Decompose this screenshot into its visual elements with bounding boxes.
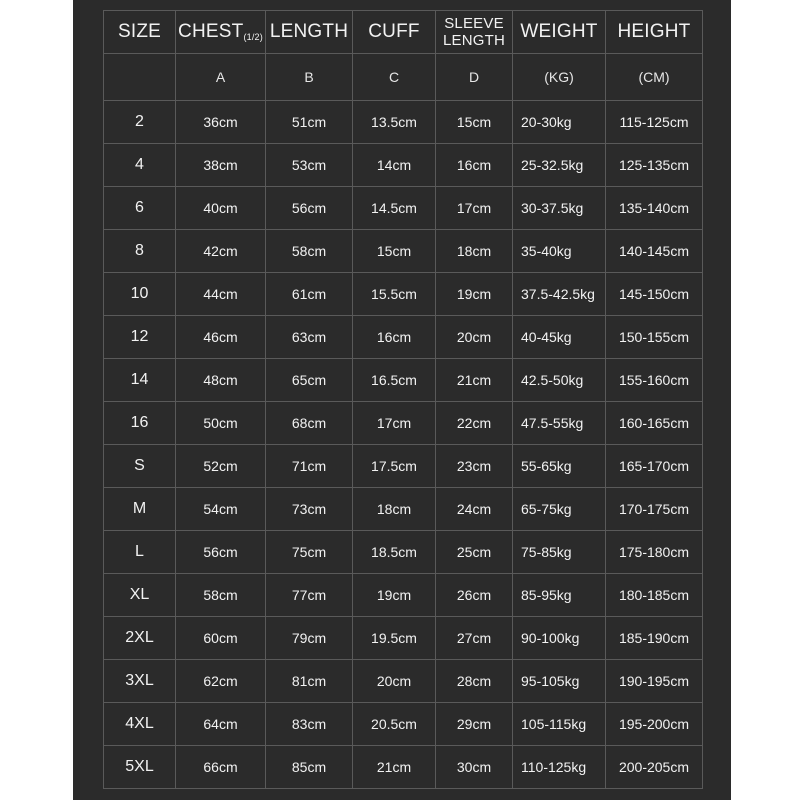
cell-sleeve: 30cm	[436, 746, 513, 789]
cell-weight: 95-105kg	[513, 660, 606, 703]
subheader-size	[104, 54, 176, 101]
cell-sleeve: 28cm	[436, 660, 513, 703]
table-row	[104, 445, 703, 488]
cell-height: 155-160cm	[606, 359, 703, 402]
cell-size: 4	[104, 144, 176, 187]
cell-cuff: 15.5cm	[353, 273, 436, 316]
cell-chest: 60cm	[176, 617, 266, 660]
table-row	[104, 703, 703, 746]
table-row	[104, 531, 703, 574]
cell-cuff: 13.5cm	[353, 101, 436, 144]
cell-length: 79cm	[266, 617, 353, 660]
cell-height: 140-145cm	[606, 230, 703, 273]
cell-chest: 36cm	[176, 101, 266, 144]
cell-size: S	[104, 445, 176, 488]
cell-size: 6	[104, 187, 176, 230]
cell-cuff: 15cm	[353, 230, 436, 273]
cell-height: 135-140cm	[606, 187, 703, 230]
cell-cuff: 21cm	[353, 746, 436, 789]
cell-weight: 37.5-42.5kg	[513, 273, 606, 316]
cell-length: 75cm	[266, 531, 353, 574]
cell-weight: 42.5-50kg	[513, 359, 606, 402]
cell-height: 145-150cm	[606, 273, 703, 316]
cell-cuff: 16.5cm	[353, 359, 436, 402]
cell-sleeve: 22cm	[436, 402, 513, 445]
cell-sleeve: 23cm	[436, 445, 513, 488]
cell-length: 53cm	[266, 144, 353, 187]
cell-sleeve: 20cm	[436, 316, 513, 359]
cell-chest: 64cm	[176, 703, 266, 746]
cell-weight: 40-45kg	[513, 316, 606, 359]
cell-chest: 50cm	[176, 402, 266, 445]
cell-cuff: 20cm	[353, 660, 436, 703]
header-sleeve-length: SLEEVE LENGTH	[436, 11, 513, 54]
cell-size: 8	[104, 230, 176, 273]
cell-height: 185-190cm	[606, 617, 703, 660]
cell-size: L	[104, 531, 176, 574]
cell-length: 68cm	[266, 402, 353, 445]
cell-length: 73cm	[266, 488, 353, 531]
cell-height: 170-175cm	[606, 488, 703, 531]
table-row	[104, 617, 703, 660]
cell-cuff: 17.5cm	[353, 445, 436, 488]
header-cuff: CUFF	[353, 11, 436, 54]
cell-length: 81cm	[266, 660, 353, 703]
cell-weight: 65-75kg	[513, 488, 606, 531]
table-row	[104, 574, 703, 617]
header-row	[104, 11, 703, 54]
cell-sleeve: 24cm	[436, 488, 513, 531]
cell-length: 56cm	[266, 187, 353, 230]
cell-chest: 62cm	[176, 660, 266, 703]
cell-chest: 58cm	[176, 574, 266, 617]
cell-chest: 44cm	[176, 273, 266, 316]
cell-cuff: 16cm	[353, 316, 436, 359]
cell-chest: 40cm	[176, 187, 266, 230]
subheader-row	[104, 54, 703, 101]
cell-sleeve: 19cm	[436, 273, 513, 316]
cell-weight: 55-65kg	[513, 445, 606, 488]
cell-weight: 20-30kg	[513, 101, 606, 144]
cell-chest: 46cm	[176, 316, 266, 359]
table-row	[104, 488, 703, 531]
cell-size: 14	[104, 359, 176, 402]
cell-cuff: 19.5cm	[353, 617, 436, 660]
cell-chest: 38cm	[176, 144, 266, 187]
cell-chest: 48cm	[176, 359, 266, 402]
table-row	[104, 273, 703, 316]
cell-length: 71cm	[266, 445, 353, 488]
table-row	[104, 402, 703, 445]
cell-length: 83cm	[266, 703, 353, 746]
table-row	[104, 316, 703, 359]
cell-weight: 30-37.5kg	[513, 187, 606, 230]
cell-chest: 42cm	[176, 230, 266, 273]
cell-size: 2	[104, 101, 176, 144]
cell-length: 58cm	[266, 230, 353, 273]
table-row	[104, 144, 703, 187]
table-row	[104, 230, 703, 273]
cell-cuff: 14.5cm	[353, 187, 436, 230]
cell-weight: 35-40kg	[513, 230, 606, 273]
subheader-cuff: C	[353, 54, 436, 101]
table-row	[104, 660, 703, 703]
cell-sleeve: 25cm	[436, 531, 513, 574]
cell-size: 12	[104, 316, 176, 359]
cell-chest: 66cm	[176, 746, 266, 789]
subheader-height: (CM)	[606, 54, 703, 101]
cell-weight: 110-125kg	[513, 746, 606, 789]
header-chest-sub: (1/2)	[243, 32, 263, 42]
cell-sleeve: 27cm	[436, 617, 513, 660]
header-size: SIZE	[104, 11, 176, 54]
cell-sleeve: 15cm	[436, 101, 513, 144]
cell-sleeve: 29cm	[436, 703, 513, 746]
cell-length: 51cm	[266, 101, 353, 144]
table-row	[104, 187, 703, 230]
cell-length: 77cm	[266, 574, 353, 617]
cell-height: 125-135cm	[606, 144, 703, 187]
cell-size: XL	[104, 574, 176, 617]
cell-sleeve: 26cm	[436, 574, 513, 617]
cell-weight: 25-32.5kg	[513, 144, 606, 187]
header-weight: WEIGHT	[513, 11, 606, 54]
cell-chest: 56cm	[176, 531, 266, 574]
cell-weight: 75-85kg	[513, 531, 606, 574]
cell-cuff: 19cm	[353, 574, 436, 617]
cell-length: 61cm	[266, 273, 353, 316]
table-row	[104, 746, 703, 789]
cell-height: 190-195cm	[606, 660, 703, 703]
cell-cuff: 17cm	[353, 402, 436, 445]
table-row	[104, 359, 703, 402]
subheader-length: B	[266, 54, 353, 101]
cell-height: 115-125cm	[606, 101, 703, 144]
cell-height: 165-170cm	[606, 445, 703, 488]
table-row	[104, 101, 703, 144]
cell-sleeve: 16cm	[436, 144, 513, 187]
cell-sleeve: 21cm	[436, 359, 513, 402]
cell-height: 150-155cm	[606, 316, 703, 359]
cell-length: 65cm	[266, 359, 353, 402]
cell-size: 5XL	[104, 746, 176, 789]
cell-weight: 90-100kg	[513, 617, 606, 660]
cell-sleeve: 17cm	[436, 187, 513, 230]
header-chest: $CHEST_{(1/2)}$	[176, 11, 266, 54]
subheader-chest: A	[176, 54, 266, 101]
cell-size: 16	[104, 402, 176, 445]
cell-height: 195-200cm	[606, 703, 703, 746]
cell-length: 85cm	[266, 746, 353, 789]
cell-size: 4XL	[104, 703, 176, 746]
cell-size: 10	[104, 273, 176, 316]
cell-chest: 54cm	[176, 488, 266, 531]
cell-weight: 105-115kg	[513, 703, 606, 746]
cell-height: 175-180cm	[606, 531, 703, 574]
cell-length: 63cm	[266, 316, 353, 359]
cell-cuff: 14cm	[353, 144, 436, 187]
cell-cuff: 18cm	[353, 488, 436, 531]
cell-size: 3XL	[104, 660, 176, 703]
cell-size: 2XL	[104, 617, 176, 660]
cell-weight: 85-95kg	[513, 574, 606, 617]
cell-cuff: 20.5cm	[353, 703, 436, 746]
cell-sleeve: 18cm	[436, 230, 513, 273]
size-chart-table	[103, 10, 703, 789]
cell-height: 180-185cm	[606, 574, 703, 617]
cell-chest: 52cm	[176, 445, 266, 488]
cell-cuff: 18.5cm	[353, 531, 436, 574]
cell-weight: 47.5-55kg	[513, 402, 606, 445]
header-length: LENGTH	[266, 11, 353, 54]
cell-height: 200-205cm	[606, 746, 703, 789]
cell-height: 160-165cm	[606, 402, 703, 445]
cell-size: M	[104, 488, 176, 531]
subheader-sleeve: D	[436, 54, 513, 101]
header-height: HEIGHT	[606, 11, 703, 54]
subheader-weight: (KG)	[513, 54, 606, 101]
